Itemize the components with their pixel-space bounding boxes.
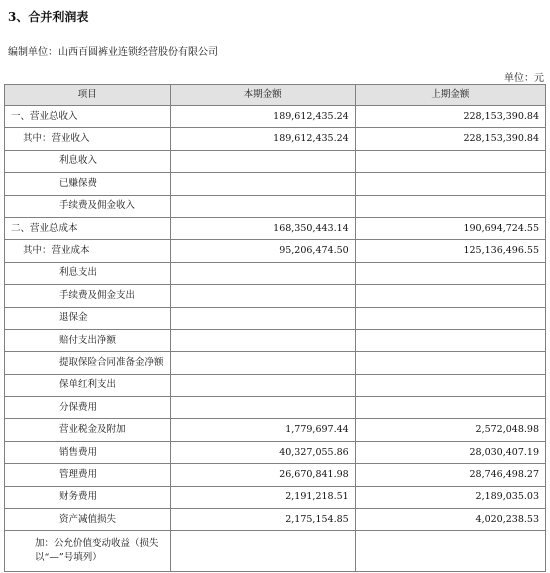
row-current-amount: 2,191,218.51 bbox=[170, 486, 355, 508]
row-item-label: 利息支出 bbox=[5, 262, 171, 284]
table-row bbox=[5, 419, 546, 441]
table-row bbox=[5, 285, 546, 307]
row-item-label: 资产减值损失 bbox=[5, 509, 171, 531]
header-item: 项目 bbox=[5, 85, 171, 106]
row-current-amount: 2,175,154.85 bbox=[170, 509, 355, 531]
row-item-label: 其中：营业收入 bbox=[5, 128, 171, 150]
row-current-amount: 26,670,841.98 bbox=[170, 464, 355, 486]
currency-unit: 单位：元 bbox=[504, 73, 544, 84]
table-row bbox=[5, 374, 546, 396]
row-previous-amount bbox=[355, 262, 545, 284]
row-previous-amount bbox=[355, 397, 545, 419]
table-row bbox=[5, 329, 546, 351]
row-current-amount bbox=[170, 397, 355, 419]
row-item-label: 利息收入 bbox=[5, 150, 171, 172]
row-current-amount: 189,612,435.24 bbox=[170, 106, 355, 128]
table-row bbox=[5, 352, 546, 374]
row-previous-amount bbox=[355, 531, 545, 572]
table-row bbox=[5, 397, 546, 419]
row-previous-amount: 228,153,390.84 bbox=[355, 128, 545, 150]
row-item-label: 已赚保费 bbox=[5, 173, 171, 195]
row-previous-amount bbox=[355, 374, 545, 396]
row-item-label: 加：公允价值变动收益（损失以“—”号填列） bbox=[5, 531, 171, 572]
row-item-label: 营业税金及附加 bbox=[5, 419, 171, 441]
row-item-label: 提取保险合同准备金净额 bbox=[5, 352, 171, 374]
table-row bbox=[5, 464, 546, 486]
table-row bbox=[5, 509, 546, 531]
row-current-amount bbox=[170, 195, 355, 217]
row-current-amount: 168,350,443.14 bbox=[170, 217, 355, 239]
table-row bbox=[5, 531, 546, 572]
row-current-amount bbox=[170, 262, 355, 284]
table-row bbox=[5, 441, 546, 463]
table-row bbox=[5, 173, 546, 195]
table-header-row bbox=[5, 85, 546, 106]
row-current-amount bbox=[170, 374, 355, 396]
row-previous-amount: 2,189,035.03 bbox=[355, 486, 545, 508]
company-name: 编制单位：山西百圆裤业连锁经营股份有限公司 bbox=[8, 47, 218, 58]
row-current-amount: 40,327,055.86 bbox=[170, 441, 355, 463]
table-row bbox=[5, 307, 546, 329]
row-previous-amount bbox=[355, 195, 545, 217]
row-previous-amount: 228,153,390.84 bbox=[355, 106, 545, 128]
table-row bbox=[5, 128, 546, 150]
row-item-label: 财务费用 bbox=[5, 486, 171, 508]
row-current-amount bbox=[170, 531, 355, 572]
row-previous-amount bbox=[355, 173, 545, 195]
header-current-amount: 本期金额 bbox=[170, 85, 355, 106]
table-row bbox=[5, 486, 546, 508]
table-row bbox=[5, 262, 546, 284]
row-item-label: 手续费及佣金支出 bbox=[5, 285, 171, 307]
table-row bbox=[5, 195, 546, 217]
row-item-label: 保单红利支出 bbox=[5, 374, 171, 396]
row-previous-amount: 125,136,496.55 bbox=[355, 240, 545, 262]
row-previous-amount: 2,572,048.98 bbox=[355, 419, 545, 441]
table-row bbox=[5, 150, 546, 172]
row-previous-amount: 190,694,724.55 bbox=[355, 217, 545, 239]
row-current-amount bbox=[170, 285, 355, 307]
header-previous-amount: 上期金额 bbox=[355, 85, 545, 106]
row-item-label: 手续费及佣金收入 bbox=[5, 195, 171, 217]
income-statement-table bbox=[4, 84, 546, 572]
table-row bbox=[5, 240, 546, 262]
row-current-amount: 189,612,435.24 bbox=[170, 128, 355, 150]
row-item-label: 管理费用 bbox=[5, 464, 171, 486]
row-current-amount bbox=[170, 150, 355, 172]
statement-title: 3、合并利润表 bbox=[8, 10, 89, 24]
row-item-label: 赔付支出净额 bbox=[5, 329, 171, 351]
row-previous-amount bbox=[355, 307, 545, 329]
row-current-amount: 1,779,697.44 bbox=[170, 419, 355, 441]
row-item-label: 销售费用 bbox=[5, 441, 171, 463]
row-item-label: 其中：营业成本 bbox=[5, 240, 171, 262]
row-previous-amount bbox=[355, 285, 545, 307]
row-previous-amount: 4,020,238.53 bbox=[355, 509, 545, 531]
row-item-label: 二、营业总成本 bbox=[5, 217, 171, 239]
row-previous-amount bbox=[355, 329, 545, 351]
row-previous-amount bbox=[355, 352, 545, 374]
row-current-amount bbox=[170, 307, 355, 329]
row-previous-amount: 28,746,498.27 bbox=[355, 464, 545, 486]
row-previous-amount bbox=[355, 150, 545, 172]
row-previous-amount: 28,030,407.19 bbox=[355, 441, 545, 463]
table-row bbox=[5, 217, 546, 239]
row-item-label: 分保费用 bbox=[5, 397, 171, 419]
row-current-amount bbox=[170, 329, 355, 351]
row-current-amount bbox=[170, 173, 355, 195]
row-current-amount bbox=[170, 352, 355, 374]
row-item-label: 退保金 bbox=[5, 307, 171, 329]
table-row bbox=[5, 106, 546, 128]
row-current-amount: 95,206,474.50 bbox=[170, 240, 355, 262]
row-item-label: 一、营业总收入 bbox=[5, 106, 171, 128]
